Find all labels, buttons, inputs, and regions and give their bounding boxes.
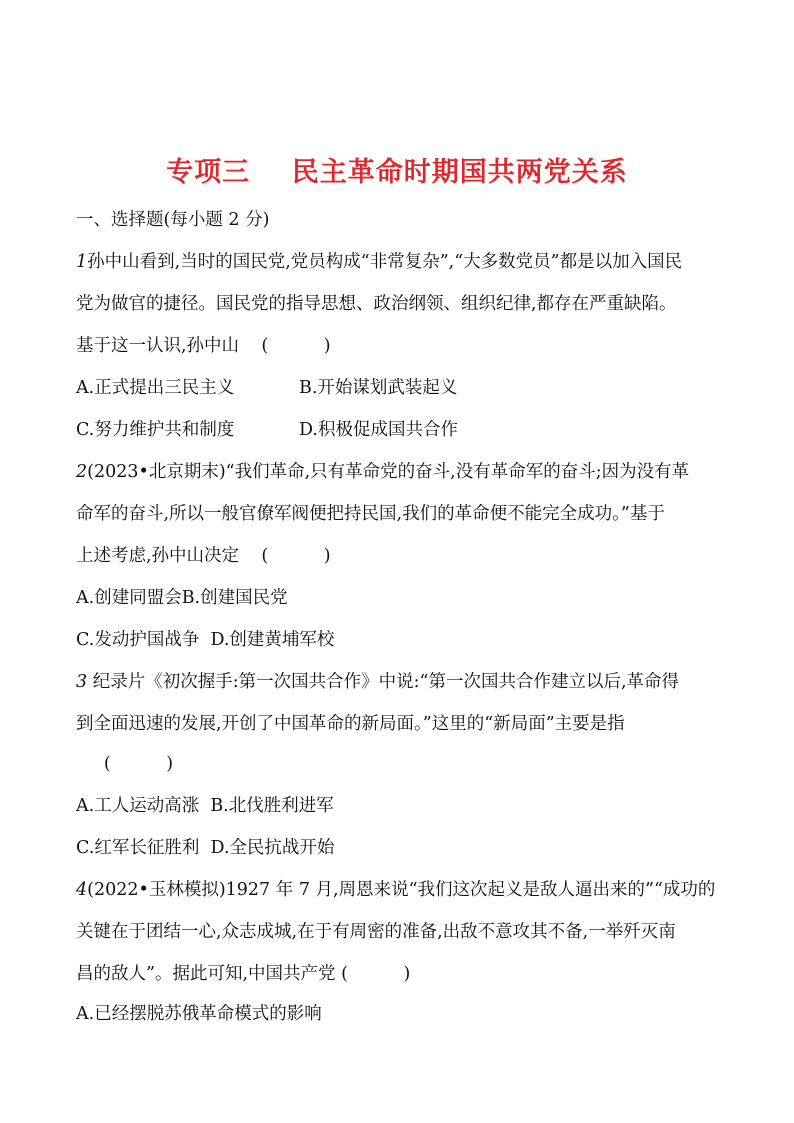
question-3-options-row-1: A.工人运动高涨 B.北伐胜利进军 (76, 796, 334, 816)
question-3-line-2: 到全面迅速的发展,开创了中国革命的新局面。”这里的“新局面”主要是指 (76, 714, 625, 734)
section-heading: 一、选择题(每小题 2 分) (76, 210, 270, 230)
question-2-options-row-1: A.创建同盟会B.创建国民党 (76, 588, 288, 608)
option-b: B.开始谋划武装起义 (299, 378, 458, 398)
question-3-line-3: ( ) (76, 754, 174, 774)
question-3-options-row-2: C.红军长征胜利 D.全民抗战开始 (76, 838, 335, 858)
question-1-line-3: 基于这一认识,孙中山 ( ) (76, 336, 331, 356)
question-2-line-2: 命军的奋斗,所以一般官僚军阀便把持民国,我们的革命便不能完全成功。”基于 (76, 504, 665, 524)
question-text: (2023•北京期末)“我们革命,只有革命党的奋斗,没有革命军的奋斗;因为没有革 (87, 462, 690, 482)
question-1-options-row-1 (76, 376, 458, 400)
question-number: 1 (76, 252, 88, 272)
page-title: 专项三 民主革命时期国共两党关系 (166, 157, 628, 188)
question-4-line-2: 关键在于团结一心,众志成城,在于有周密的准备,出敌不意攻其不备,一举歼灭南 (76, 922, 676, 942)
question-text: (2022•玉林模拟)1927 年 7 月,周恩来说“我们这次起义是敌人逼出来的”“成功的 (87, 880, 716, 900)
question-4-options-row-1: A.已经摆脱苏俄革命模式的影响 (76, 1004, 322, 1024)
question-2-line-1 (76, 460, 689, 484)
question-1-options-row-2 (76, 418, 458, 442)
question-text: 孙中山看到,当时的国民党,党员构成“非常复杂”,“大多数党员”都是以加入国民 (87, 252, 683, 272)
option-c: C.努力维护共和制度 (76, 420, 235, 440)
question-number: 2 (76, 462, 88, 482)
question-2-options-row-2: C.发动护国战争 D.创建黄埔军校 (76, 630, 335, 650)
question-4-line-3: 昌的敌人”。据此可知,中国共产党 ( ) (76, 964, 411, 984)
question-3-line-1 (76, 670, 679, 694)
question-4-line-1 (76, 878, 715, 902)
option-d: D.积极促成国共合作 (299, 420, 458, 440)
option-a: A.正式提出三民主义 (76, 378, 235, 398)
question-1-line-1 (76, 250, 682, 274)
question-2-line-3: 上述考虑,孙中山决定 ( ) (76, 546, 331, 566)
question-1-line-2: 党为做官的捷径。国民党的指导思想、政治纲领、组织纪律,都存在严重缺陷。 (76, 294, 677, 314)
question-number: 3 (76, 672, 88, 692)
question-number: 4 (76, 880, 88, 900)
question-text: 纪录片《初次握手:第一次国共合作》中说:“第一次国共合作建立以后,革命得 (87, 672, 680, 692)
